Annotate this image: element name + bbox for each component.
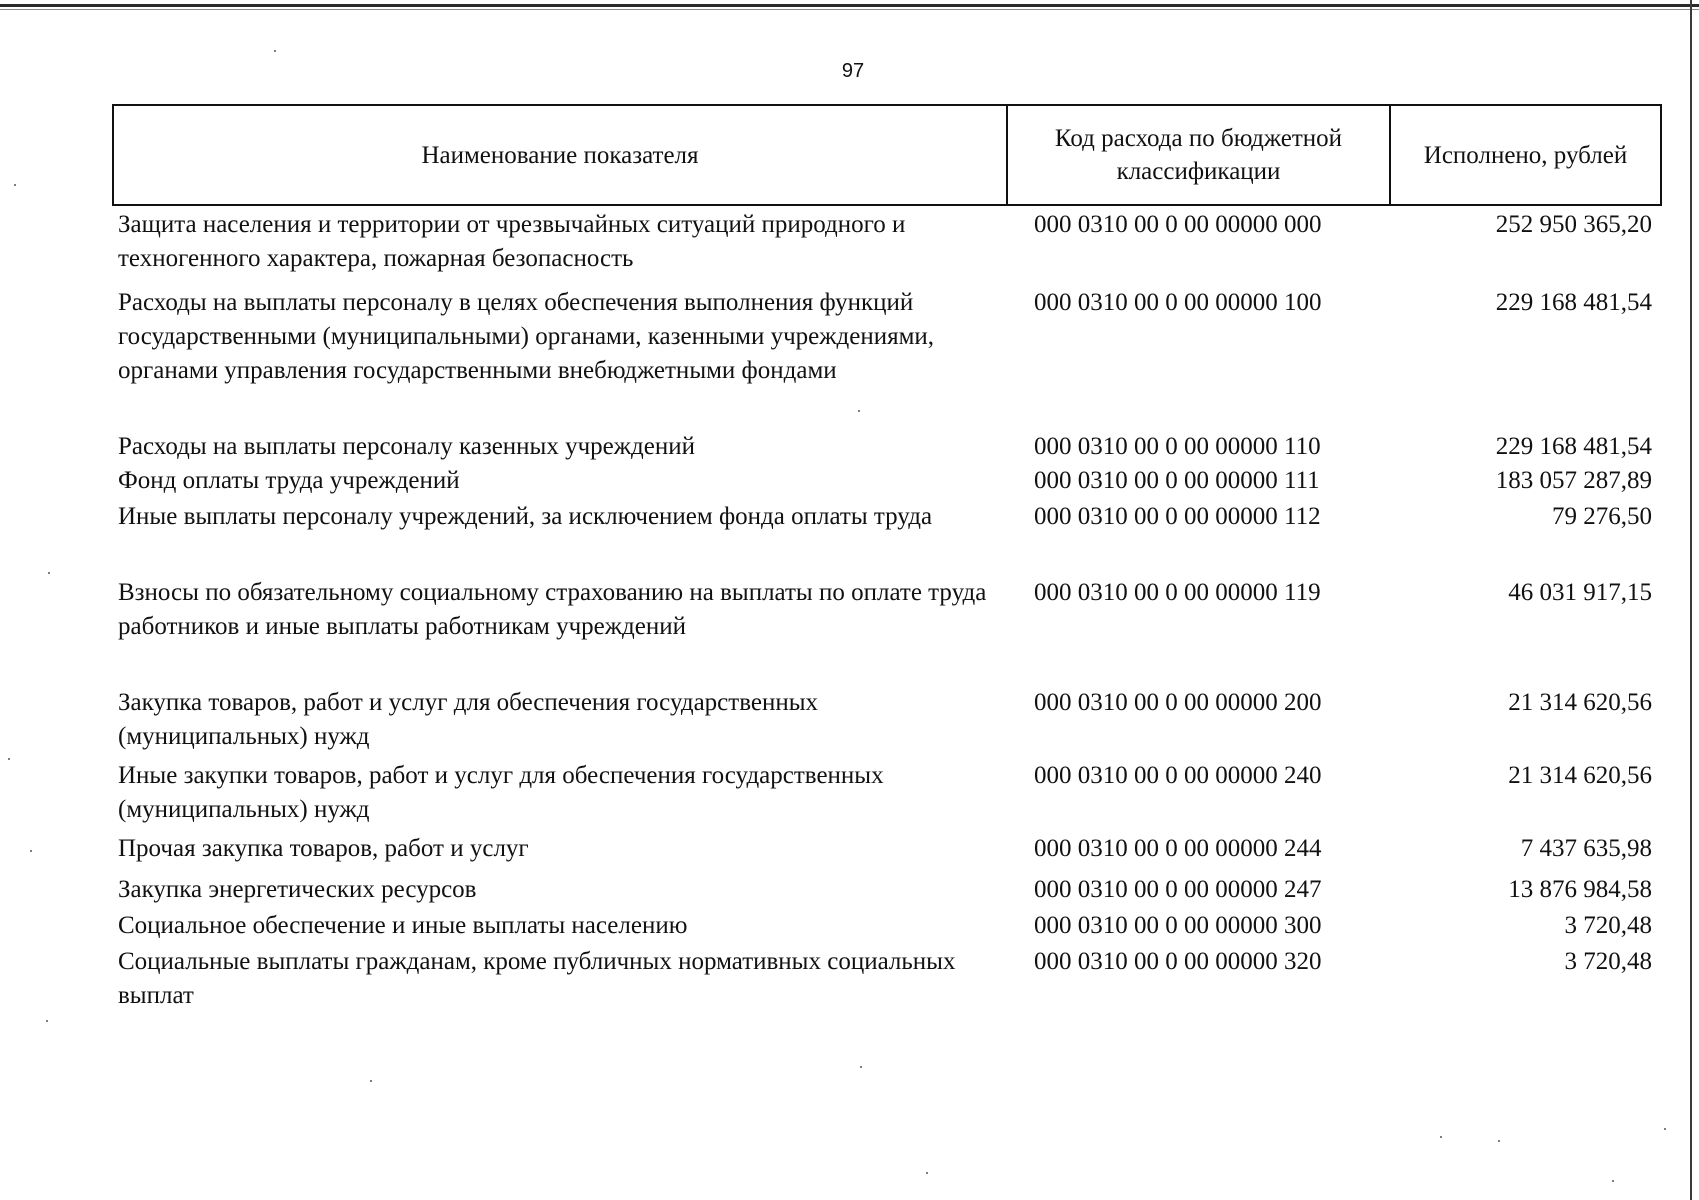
row-executed: 21 314 620,56: [1508, 762, 1652, 789]
scan-speck: [30, 850, 32, 852]
row-code: 000 0310 00 0 00 00000 247: [1034, 876, 1322, 903]
header-code: Код расхода по бюджетной классификации: [1008, 106, 1391, 204]
row-name: Взносы по обязательному социальному страхованию на выплаты по оплате труда работников и иные выплаты работникам учреждений: [118, 579, 987, 640]
row-name: Защита населения и территории от чрезвычайных ситуаций природного и техногенного характера, пожарная безопасность: [118, 211, 906, 272]
right-scan-border: [1690, 0, 1692, 1200]
budget-table: [112, 104, 1662, 1009]
row-executed: 79 276,50: [1552, 503, 1652, 530]
row-name: Закупка энергетических ресурсов: [118, 876, 477, 903]
row-code: 000 0310 00 0 00 00000 244: [1034, 835, 1322, 862]
row-code: 000 0310 00 0 00 00000 240: [1034, 762, 1322, 789]
scan-speck: [8, 758, 10, 760]
row-code: 000 0310 00 0 00 00000 320: [1034, 948, 1322, 975]
row-code: 000 0310 00 0 00 00000 100: [1034, 289, 1322, 316]
row-executed: 3 720,48: [1564, 948, 1652, 975]
row-code: 000 0310 00 0 00 00000 111: [1034, 467, 1320, 494]
page-number: 97: [841, 60, 865, 82]
row-name: Иные закупки товаров, работ и услуг для обеспечения государственных (муниципальных) нужд: [118, 762, 884, 823]
row-executed: 7 437 635,98: [1520, 835, 1652, 862]
row-name: Прочая закупка товаров, работ и услуг: [118, 835, 529, 862]
row-executed: 46 031 917,15: [1508, 579, 1652, 606]
scan-speck: [14, 184, 16, 186]
row-name: Расходы на выплаты персоналу казенных учреждений: [118, 433, 695, 460]
row-executed: 183 057 287,89: [1495, 467, 1652, 494]
row-code: 000 0310 00 0 00 00000 112: [1034, 503, 1321, 530]
row-executed: 3 720,48: [1564, 912, 1652, 939]
row-code: 000 0310 00 0 00 00000 300: [1034, 912, 1322, 939]
row-executed: 229 168 481,54: [1495, 289, 1652, 316]
scan-speck: [858, 410, 860, 412]
row-name: Фонд оплаты труда учреждений: [118, 467, 460, 494]
top-scan-border-thin: [0, 9, 1699, 10]
scan-speck: [274, 50, 276, 52]
scan-speck: [48, 572, 50, 574]
scan-speck: [46, 1020, 48, 1022]
header-name: Наименование показателя: [114, 106, 1008, 204]
scan-speck: [1440, 1136, 1442, 1138]
row-code: 000 0310 00 0 00 00000 119: [1034, 579, 1321, 606]
row-code: 000 0310 00 0 00 00000 110: [1034, 433, 1321, 460]
scan-speck: [1664, 1128, 1666, 1130]
row-name: Иные выплаты персоналу учреждений, за исключением фонда оплаты труда: [118, 503, 933, 530]
row-executed: 252 950 365,20: [1495, 211, 1652, 238]
row-code: 000 0310 00 0 00 00000 000: [1034, 211, 1322, 238]
row-executed: 229 168 481,54: [1495, 433, 1652, 460]
scan-speck: [926, 1172, 928, 1174]
table-header: [112, 104, 1662, 206]
scan-speck: [860, 1066, 862, 1068]
scan-speck: [1612, 1180, 1614, 1182]
scan-speck: [370, 1080, 372, 1082]
scan-speck: [1498, 1140, 1500, 1142]
row-executed: 21 314 620,56: [1508, 689, 1652, 716]
header-executed: Исполнено, рублей: [1423, 141, 1628, 169]
row-executed: 13 876 984,58: [1508, 876, 1652, 903]
row-name: Социальные выплаты гражданам, кроме публичных нормативных социальных выплат: [118, 948, 956, 1009]
top-scan-border: [0, 4, 1699, 7]
row-name: Расходы на выплаты персоналу в целях обеспечения выполнения функций государственными (муниципальными) органами, казенными учреждениями, органами управления государственными внебюджетными фондами: [118, 289, 935, 384]
row-name: Социальное обеспечение и иные выплаты населению: [118, 912, 688, 939]
row-code: 000 0310 00 0 00 00000 200: [1034, 689, 1322, 716]
row-name: Закупка товаров, работ и услуг для обеспечения государственных (муниципальных) нужд: [118, 689, 819, 750]
